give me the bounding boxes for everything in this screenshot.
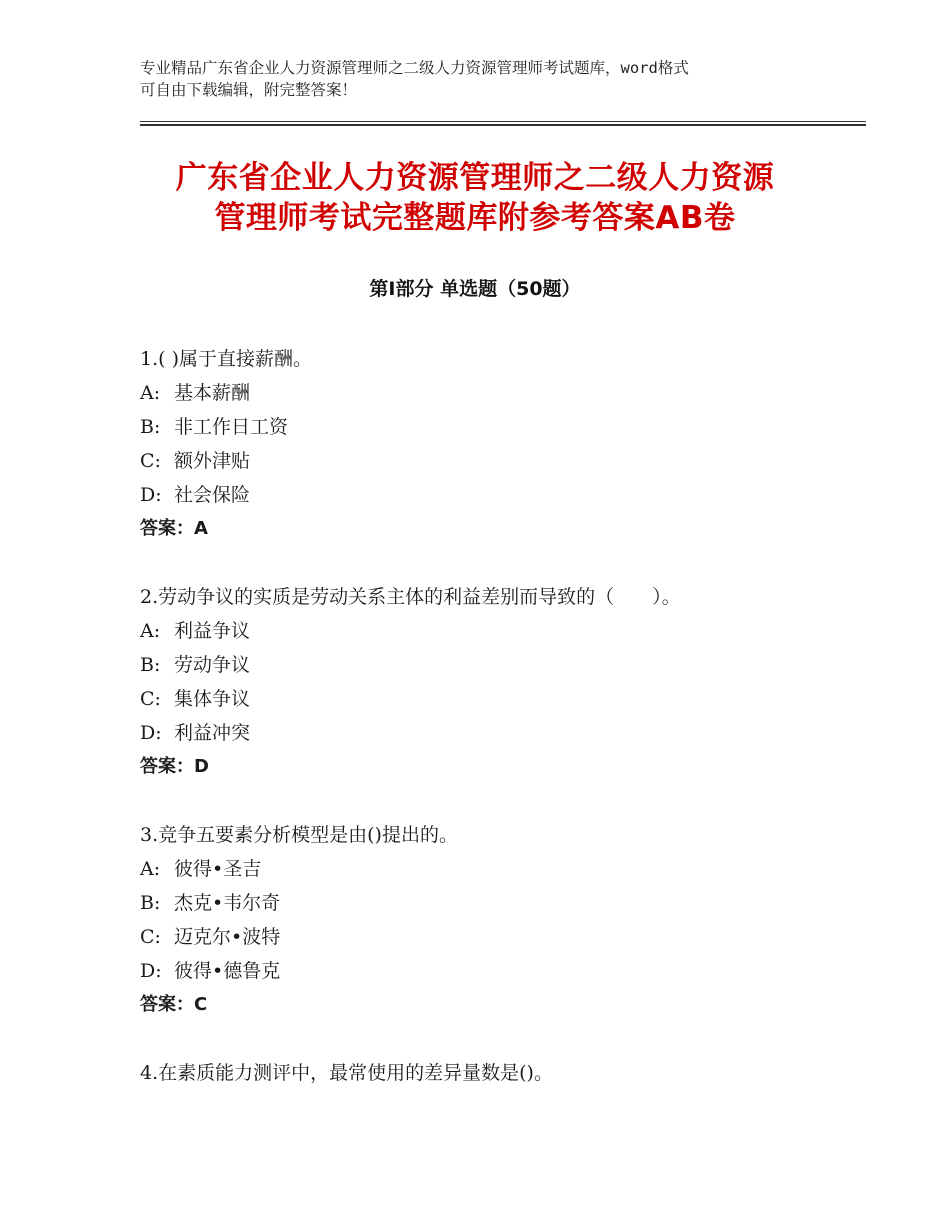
option-key: D:: [140, 960, 162, 982]
question-stem: 2.劳动争议的实质是劳动关系主体的利益差别而导致的（ ）。: [140, 586, 681, 608]
header-note: [140, 57, 820, 101]
option-text: 彼得•圣吉: [174, 858, 262, 880]
option-a: [140, 376, 860, 410]
option-b: [140, 410, 860, 444]
option-key: C:: [140, 688, 161, 710]
question-4: [140, 1056, 860, 1090]
header-note-line-1: 专业精品广东省企业人力资源管理师之二级人力资源管理师考试题库，word格式: [140, 59, 689, 77]
option-text: 集体争议: [174, 688, 251, 710]
header-note-line-2: 可自由下载编辑，附完整答案！: [140, 81, 358, 99]
option-key: C:: [140, 926, 161, 948]
option-b: [140, 886, 860, 920]
question-list: [140, 342, 860, 1090]
option-d: [140, 954, 860, 988]
option-text: 社会保险: [174, 484, 251, 506]
option-key: A:: [140, 620, 161, 642]
option-c: [140, 444, 860, 478]
option-c: [140, 682, 860, 716]
option-a: [140, 852, 860, 886]
option-text: 利益冲突: [174, 722, 251, 744]
option-key: D:: [140, 722, 162, 744]
option-d: [140, 716, 860, 750]
document-title-line-1: 广东省企业人力资源管理师之二级人力资源: [175, 160, 775, 196]
option-text: 额外津贴: [174, 450, 251, 472]
option-key: B:: [140, 416, 161, 438]
option-text: 迈克尔•波特: [174, 926, 281, 948]
header-divider: [140, 121, 866, 126]
option-text: 基本薪酬: [174, 382, 251, 404]
option-d: [140, 478, 860, 512]
option-c: [140, 920, 860, 954]
option-key: D:: [140, 484, 162, 506]
question-stem: 3.竞争五要素分析模型是由()提出的。: [140, 824, 458, 846]
section-title: 第Ⅰ部分 单选题（50题）: [369, 278, 581, 300]
option-a: [140, 614, 860, 648]
option-text: 杰克•韦尔奇: [174, 892, 281, 914]
option-b: [140, 648, 860, 682]
question-stem: 4.在素质能力测评中，最常使用的差异量数是()。: [140, 1062, 553, 1084]
answer-line: 答案：C: [140, 994, 208, 1015]
question-3: [140, 818, 860, 1022]
document-title-line-2: 管理师考试完整题库附参考答案AB卷: [214, 200, 736, 236]
option-key: A:: [140, 382, 161, 404]
answer-line: 答案：D: [140, 756, 209, 777]
option-text: 非工作日工资: [174, 416, 289, 438]
question-2: [140, 580, 860, 784]
option-text: 利益争议: [174, 620, 251, 642]
option-key: B:: [140, 892, 161, 914]
option-text: 彼得•德鲁克: [174, 960, 281, 982]
option-key: A:: [140, 858, 161, 880]
option-key: C:: [140, 450, 161, 472]
option-key: B:: [140, 654, 161, 676]
question-stem: 1.( )属于直接薪酬。: [140, 348, 312, 370]
option-text: 劳动争议: [174, 654, 251, 676]
document-title: [60, 158, 890, 238]
answer-line: 答案：A: [140, 518, 208, 539]
question-1: [140, 342, 860, 546]
